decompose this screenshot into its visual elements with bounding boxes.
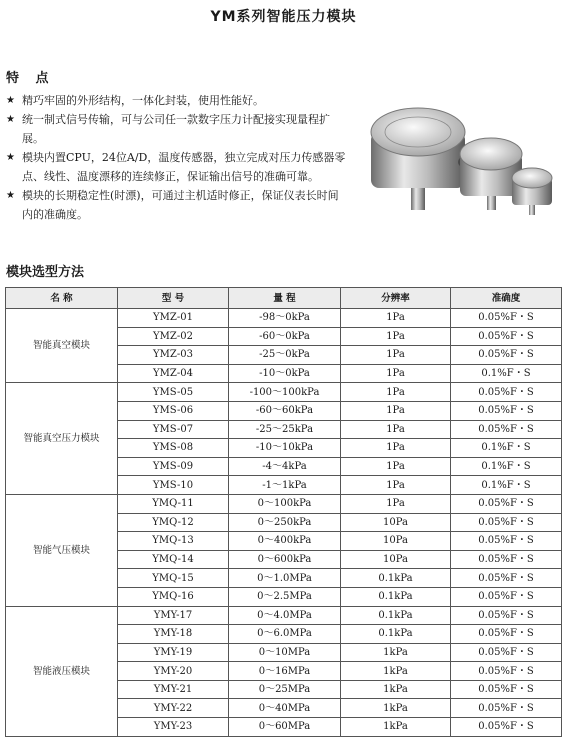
- feature-item: [6, 110, 346, 148]
- resolution-cell: 1Pa: [341, 476, 451, 495]
- range-cell: 0～25MPa: [229, 680, 341, 699]
- range-cell: -10～10kPa: [229, 439, 341, 458]
- range-cell: 0～6.0MPa: [229, 625, 341, 644]
- model-cell: YMY-21: [118, 680, 229, 699]
- model-cell: YMZ-01: [118, 309, 229, 328]
- model-cell: YMZ-02: [118, 327, 229, 346]
- method-heading: 模块选型方法: [6, 265, 85, 280]
- resolution-cell: 1Pa: [341, 420, 451, 439]
- range-cell: 0～16MPa: [229, 662, 341, 681]
- accuracy-cell: 0.05%F・S: [451, 327, 562, 346]
- resolution-cell: 1kPa: [341, 699, 451, 718]
- group-name: 智能真空压力模块: [6, 383, 118, 495]
- accuracy-cell: 0.05%F・S: [451, 383, 562, 402]
- resolution-cell: 10Pa: [341, 532, 451, 551]
- resolution-cell: 1Pa: [341, 346, 451, 365]
- feature-text: 模块的长期稳定性(时漂)，可通过主机适时修正，保证仪表长时间内的准确度。: [22, 189, 339, 221]
- feature-text: 精巧牢固的外形结构，一体化封装，使用性能好。: [22, 94, 264, 107]
- range-cell: 0～1.0MPa: [229, 569, 341, 588]
- range-cell: -100～100kPa: [229, 383, 341, 402]
- table-row: [6, 383, 562, 402]
- accuracy-cell: 0.05%F・S: [451, 550, 562, 569]
- resolution-cell: 0.1kPa: [341, 587, 451, 606]
- model-cell: YMS-06: [118, 401, 229, 420]
- accuracy-cell: 0.05%F・S: [451, 346, 562, 365]
- resolution-cell: 1Pa: [341, 494, 451, 513]
- range-cell: 0～250kPa: [229, 513, 341, 532]
- accuracy-cell: 0.05%F・S: [451, 718, 562, 737]
- accuracy-cell: 0.05%F・S: [451, 606, 562, 625]
- model-cell: YMZ-04: [118, 364, 229, 383]
- range-cell: -25～25kPa: [229, 420, 341, 439]
- range-cell: -60～0kPa: [229, 327, 341, 346]
- accuracy-cell: 0.05%F・S: [451, 662, 562, 681]
- table-row: [6, 494, 562, 513]
- model-cell: YMY-22: [118, 699, 229, 718]
- accuracy-cell: 0.05%F・S: [451, 569, 562, 588]
- range-cell: 0～2.5MPa: [229, 587, 341, 606]
- model-cell: YMZ-03: [118, 346, 229, 365]
- accuracy-cell: 0.05%F・S: [451, 680, 562, 699]
- resolution-cell: 0.1kPa: [341, 625, 451, 644]
- model-cell: YMQ-11: [118, 494, 229, 513]
- accuracy-cell: 0.05%F・S: [451, 643, 562, 662]
- model-cell: YMS-09: [118, 457, 229, 476]
- resolution-cell: 1Pa: [341, 401, 451, 420]
- star-icon: ★: [6, 95, 15, 106]
- product-photo: [365, 100, 561, 220]
- features-heading: 特 点: [6, 71, 55, 86]
- resolution-cell: 0.1kPa: [341, 606, 451, 625]
- model-cell: YMS-10: [118, 476, 229, 495]
- model-cell: YMQ-12: [118, 513, 229, 532]
- star-icon: ★: [6, 190, 15, 201]
- accuracy-cell: 0.05%F・S: [451, 587, 562, 606]
- model-cell: YMQ-14: [118, 550, 229, 569]
- model-cell: YMS-07: [118, 420, 229, 439]
- range-cell: 0～100kPa: [229, 494, 341, 513]
- page-title: YM系列智能压力模块: [210, 9, 357, 25]
- model-cell: YMY-23: [118, 718, 229, 737]
- feature-text: 模块内置CPU，24位A/D，温度传感器，独立完成对压力传感器零点、线性、温度漂移的连续修正，保证输出信号的准确可靠。: [22, 151, 346, 183]
- header-accuracy: 准确度: [451, 288, 562, 309]
- model-cell: YMQ-13: [118, 532, 229, 551]
- resolution-cell: 1kPa: [341, 662, 451, 681]
- range-cell: -25～0kPa: [229, 346, 341, 365]
- resolution-cell: 1kPa: [341, 680, 451, 699]
- accuracy-cell: 0.05%F・S: [451, 494, 562, 513]
- selection-table: [5, 287, 562, 737]
- model-cell: YMS-08: [118, 439, 229, 458]
- model-cell: YMY-17: [118, 606, 229, 625]
- range-cell: 0～40MPa: [229, 699, 341, 718]
- range-cell: -1～1kPa: [229, 476, 341, 495]
- model-cell: YMY-18: [118, 625, 229, 644]
- range-cell: 0～60MPa: [229, 718, 341, 737]
- table-row: [6, 606, 562, 625]
- model-cell: YMY-19: [118, 643, 229, 662]
- accuracy-cell: 0.1%F・S: [451, 476, 562, 495]
- accuracy-cell: 0.05%F・S: [451, 420, 562, 439]
- header-name: 名 称: [6, 288, 118, 309]
- accuracy-cell: 0.05%F・S: [451, 309, 562, 328]
- table-body: [6, 309, 562, 737]
- range-cell: -10～0kPa: [229, 364, 341, 383]
- accuracy-cell: 0.1%F・S: [451, 364, 562, 383]
- resolution-cell: 10Pa: [341, 513, 451, 532]
- header-model: 型 号: [118, 288, 229, 309]
- accuracy-cell: 0.05%F・S: [451, 699, 562, 718]
- model-cell: YMS-05: [118, 383, 229, 402]
- resolution-cell: 1Pa: [341, 383, 451, 402]
- table-header-row: [6, 288, 562, 309]
- feature-item: [6, 186, 346, 224]
- feature-item: [6, 148, 346, 186]
- group-name: 智能真空模块: [6, 309, 118, 383]
- model-cell: YMQ-15: [118, 569, 229, 588]
- star-icon: ★: [6, 152, 15, 163]
- accuracy-cell: 0.05%F・S: [451, 401, 562, 420]
- resolution-cell: 10Pa: [341, 550, 451, 569]
- range-cell: -60～60kPa: [229, 401, 341, 420]
- accuracy-cell: 0.1%F・S: [451, 439, 562, 458]
- model-cell: YMY-20: [118, 662, 229, 681]
- resolution-cell: 1Pa: [341, 309, 451, 328]
- resolution-cell: 1kPa: [341, 718, 451, 737]
- table-row: [6, 309, 562, 328]
- accuracy-cell: 0.1%F・S: [451, 457, 562, 476]
- range-cell: -4～4kPa: [229, 457, 341, 476]
- resolution-cell: 1Pa: [341, 364, 451, 383]
- star-icon: ★: [6, 114, 15, 125]
- header-range: 量 程: [229, 288, 341, 309]
- group-name: 智能液压模块: [6, 606, 118, 736]
- range-cell: 0～600kPa: [229, 550, 341, 569]
- resolution-cell: 1Pa: [341, 439, 451, 458]
- feature-text: 统一制式信号传输，可与公司任一款数字压力计配接实现量程扩展。: [22, 113, 330, 145]
- feature-item: [6, 91, 346, 110]
- range-cell: 0～10MPa: [229, 643, 341, 662]
- resolution-cell: 0.1kPa: [341, 569, 451, 588]
- model-cell: YMQ-16: [118, 587, 229, 606]
- group-name: 智能气压模块: [6, 494, 118, 606]
- resolution-cell: 1Pa: [341, 457, 451, 476]
- range-cell: -98～0kPa: [229, 309, 341, 328]
- features-list: [6, 91, 346, 224]
- accuracy-cell: 0.05%F・S: [451, 532, 562, 551]
- range-cell: 0～4.0MPa: [229, 606, 341, 625]
- header-resolution: 分辨率: [341, 288, 451, 309]
- accuracy-cell: 0.05%F・S: [451, 625, 562, 644]
- range-cell: 0～400kPa: [229, 532, 341, 551]
- resolution-cell: 1kPa: [341, 643, 451, 662]
- accuracy-cell: 0.05%F・S: [451, 513, 562, 532]
- resolution-cell: 1Pa: [341, 327, 451, 346]
